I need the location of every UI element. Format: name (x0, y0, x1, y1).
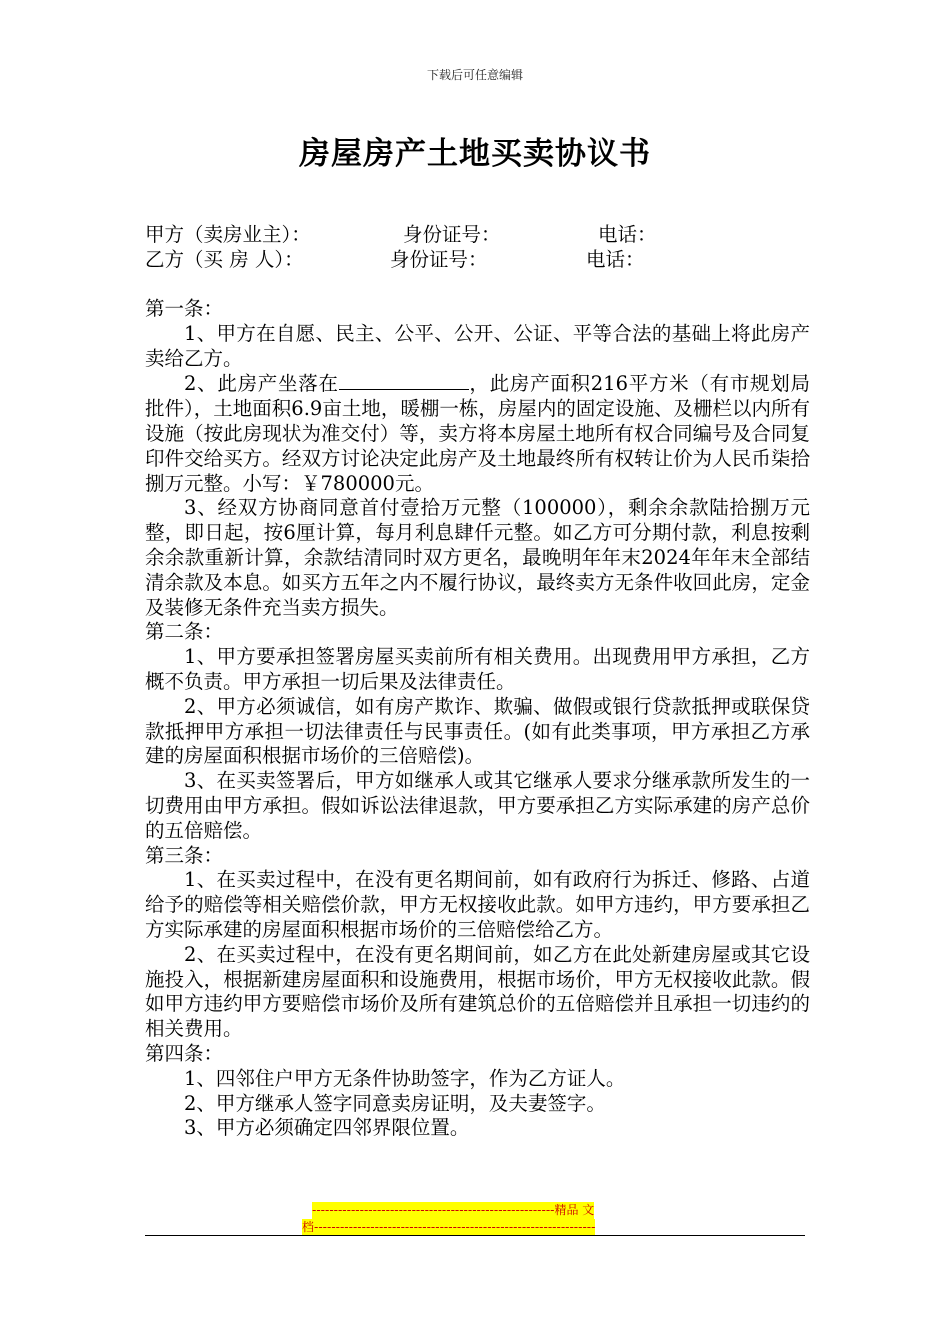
party-b-id-label: 身份证号： (390, 248, 488, 271)
article-1-clause-1: 1、甲方在自愿、民主、公平、公开、公证、平等合法的基础上将此房产卖给乙方。 (145, 321, 810, 370)
party-b-line (145, 248, 810, 273)
document-title: 房屋房产土地买卖协议书 (299, 136, 651, 172)
article-4-clause-1: 1、四邻住户甲方无条件协助签字，作为乙方证人。 (184, 1066, 626, 1090)
article-4-heading: 第四条： (145, 1041, 224, 1065)
article-2-clause-2: 2、甲方必须诚信，如有房产欺诈、欺骗、做假或银行贷款抵押或联保贷款抵押甲方承担一切法律责任与民事责任。(如有此类事项，甲方承担乙方承建的房屋面积根据市场价的三倍赔偿)。 (145, 694, 810, 768)
party-a-label: 甲方（卖房业主）： (145, 223, 311, 246)
article-2-heading: 第二条： (145, 620, 224, 644)
party-b-label: 乙方（买 房 人）： (145, 248, 304, 271)
article-3-clause-2: 2、在买卖过程中，在没有更名期间前，如乙方在此处新建房屋或其它设施投入，根据新建房屋面积和设施费用，根据市场价，甲方无权接收此款。假如甲方违约甲方要赔偿市场价及所有建筑总价的五倍赔偿并且承担一切违约的相关费用。 (145, 942, 810, 1041)
party-a-id-label: 身份证号： (403, 223, 501, 246)
article-1-heading: 第一条： (145, 297, 224, 320)
document-body (145, 223, 810, 1141)
article-1-clause-2 (145, 371, 810, 496)
clause-2-after: ，此房产面积216平方米（有市规划局批件），土地面积6.9亩土地，暖棚一栋，房屋内的固定设施、及栅栏以内所有设施（按此房现状为准交付）等，卖方将本房屋土地所有权合同编号及合同复印件交给买方。经双方讨论决定此房产及土地最终所有权转让价为人民币柒拾捌万元整。小写：￥780000元。 (145, 372, 810, 495)
article-3-clause-1: 1、在买卖过程中，在没有更名期间前，如有政府行为拆迁、修路、占道给予的赔偿等相关赔偿价款，甲方无权接收此款。如甲方违约，甲方要承担乙方实际承建的房屋面积根据市场价的三倍赔偿给乙方。 (145, 868, 810, 941)
header-note: 下载后可任意编辑 (426, 68, 523, 82)
party-a-line (145, 223, 810, 248)
footer-watermark (302, 1202, 652, 1236)
footer-line-1: --------------------------------------------------------精品 文 (312, 1203, 595, 1217)
article-4-clause-2: 2、甲方继承人签字同意卖房证明，及夫妻签字。 (184, 1091, 606, 1115)
party-a-phone-label: 电话： (598, 223, 657, 246)
article-4-clause-3: 3、甲方必须确定四邻界限位置。 (184, 1116, 470, 1140)
clause-2-before: 2、此房产坐落在 (184, 372, 339, 396)
party-b-phone-label: 电话： (586, 248, 645, 271)
footer-rule (145, 1235, 805, 1236)
footer-line-2: 档----------------------------------------------------------------- (302, 1220, 596, 1234)
address-blank (339, 371, 469, 390)
article-1-clause-3: 3、经双方协商同意首付壹拾万元整（100000），剩余余款陆拾捌万元整，即日起，按6厘计算，每月利息肆仟元整。如乙方可分期付款，利息按剩余余款重新计算，余款结清同时双方更名，最晚明年年末2024年年末全部结清余款及本息。如买方五年之内不履行协议，最终卖方无条件收回此房，定金及装修无条件充当卖方损失。 (145, 496, 810, 619)
article-2-clause-3: 3、在买卖签署后，甲方如继承人或其它继承人要求分继承款所发生的一切费用由甲方承担。假如诉讼法律退款，甲方要承担乙方实际承建的房产总价的五倍赔偿。 (145, 769, 810, 842)
article-3-heading: 第三条： (145, 843, 224, 867)
article-2-clause-1: 1、甲方要承担签署房屋买卖前所有相关费用。出现费用甲方承担，乙方概不负责。甲方承担一切后果及法律责任。 (145, 645, 810, 693)
